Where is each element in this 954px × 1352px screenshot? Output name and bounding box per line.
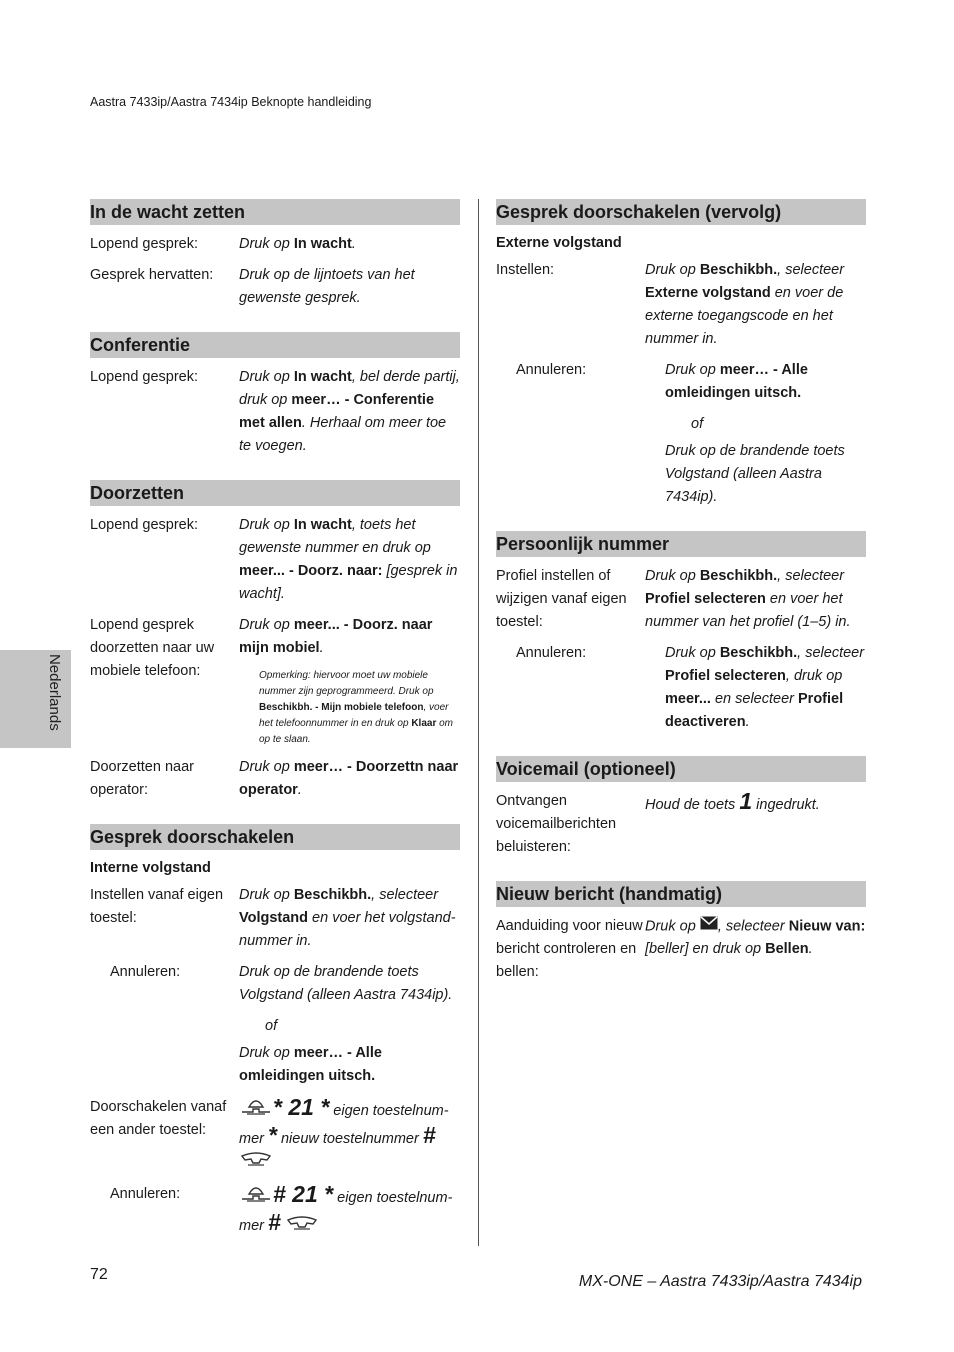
row	[90, 366, 460, 458]
column-divider	[478, 199, 479, 1246]
row-label: Instellen:	[496, 262, 555, 278]
or-text: of	[691, 416, 704, 432]
section-nieuw-bericht	[496, 881, 866, 984]
row-label: Annuleren:	[110, 964, 181, 980]
row-action: Druk op In wacht, toets het gewenste nummer en druk op meer... - Doorz. naar: [gesprek in wacht].	[239, 517, 458, 602]
note: Opmerking: hiervoor moet uw mobiele nummer zijn geprogrammeerd. Druk op Beschikbh. - Mijn mobiele telefoon, voer het telefoonnummer in en druk op Klaar om op te slaan.	[259, 670, 454, 745]
row	[496, 259, 866, 351]
side-tab-label: Nederlands	[46, 654, 63, 731]
row-action: Druk op meer... - Doorz. naar mijn mobiel. Opmerking: hiervoor moet uw mobiele nummer zijn geprogrammeerd. Druk op Beschikbh. - Mijn mobiele telefoon, voer het telefoonnummer in en druk op Klaar om op te slaan.	[239, 614, 460, 748]
row	[90, 756, 460, 802]
row-action: Druk op In wacht.	[239, 236, 356, 252]
row-label: Lopend gesprek:	[90, 236, 199, 252]
row-label: Gesprek hervatten:	[90, 267, 214, 283]
row-action: Druk op Beschikbh., selecteer Profiel selecteren en voer het nummer van het profiel (1–5) in.	[645, 568, 851, 630]
handset-onhook-icon	[239, 1151, 273, 1175]
envelope-icon	[700, 915, 718, 938]
row	[496, 790, 866, 859]
row	[496, 642, 866, 734]
row-label: Annuleren:	[516, 645, 587, 661]
row-action: Druk op , selecteer Nieuw van: [beller] en druk op Bellen.	[645, 915, 866, 984]
running-header: Aastra 7433ip/Aastra 7434ip Beknopte handleiding	[90, 95, 372, 109]
section-persoonlijk-nummer	[496, 531, 866, 734]
section-title: Voicemail (optioneel)	[496, 756, 866, 782]
row-label: Doorzetten naar operator:	[90, 759, 194, 798]
row-action: Druk op meer… - Alle omleidingen uitsch. of Druk op de brandende toets Volgstand (alleen Aastra 7434ip).	[665, 359, 866, 509]
row-action: Houd de toets 1 ingedrukt.	[645, 788, 820, 814]
section-title: Conferentie	[90, 332, 460, 358]
row-action: # 21 * eigen toestelnum-mer #	[239, 1183, 460, 1238]
left-column	[90, 199, 460, 1261]
section-in-wacht	[90, 199, 460, 310]
row	[90, 264, 460, 310]
section-title: Doorzetten	[90, 480, 460, 506]
row	[496, 915, 866, 984]
row-action: Druk op Beschikbh., selecteer Volgstand en voer het volgstand-nummer in.	[239, 887, 456, 949]
footer-title: MX-ONE – Aastra 7433ip/Aastra 7434ip	[578, 1273, 862, 1290]
section-title: Nieuw bericht (handmatig)	[496, 881, 866, 907]
section-doorzetten	[90, 480, 460, 802]
row	[90, 1183, 460, 1238]
row	[90, 884, 460, 953]
section-title: Gesprek doorschakelen	[90, 824, 460, 850]
handset-offhook-icon	[239, 1098, 273, 1124]
section-title: Persoonlijk nummer	[496, 531, 866, 557]
row	[90, 233, 460, 256]
row	[90, 514, 460, 606]
or-text: of	[265, 1018, 278, 1034]
row-action: Druk op Beschikbh., selecteer Profiel selecteren, druk op meer... en selecteer Profiel deactiveren.	[665, 645, 865, 730]
section-conferentie	[90, 332, 460, 458]
row-label: Lopend gesprek doorzetten naar uw mobiele telefoon:	[90, 617, 215, 679]
section-title: Gesprek doorschakelen (vervolg)	[496, 199, 866, 225]
section-voicemail	[496, 756, 866, 859]
row-label: Aanduiding voor nieuw bericht controleren en bellen:	[496, 918, 643, 980]
row-label: Lopend gesprek:	[90, 369, 199, 385]
section-gesprek-doorschakelen-vervolg	[496, 199, 866, 509]
row-action: Druk op de brandende toets Volgstand (alleen Aastra 7434ip). of Druk op meer… - Alle omleidingen uitsch.	[239, 961, 460, 1088]
row	[90, 614, 460, 748]
row-action: Druk op In wacht, bel derde partij, druk op meer… - Conferentie met allen. Herhaal om meer toe te voegen.	[239, 369, 460, 454]
subheading: Externe volgstand	[496, 235, 622, 251]
row-label: Lopend gesprek:	[90, 517, 199, 533]
language-side-tab	[0, 650, 71, 748]
page-number: 72	[90, 1266, 108, 1283]
row-action: Druk op meer… - Doorzettn naar operator.	[239, 759, 459, 798]
row-action: * 21 * eigen toestelnum-mer * nieuw toestelnummer #	[239, 1096, 460, 1175]
row-label: Annuleren:	[516, 362, 587, 378]
section-gesprek-doorschakelen	[90, 824, 460, 1239]
row	[90, 961, 460, 1088]
right-column	[496, 199, 866, 1006]
section-title: In de wacht zetten	[90, 199, 460, 225]
row-label: Profiel instellen of wijzigen vanaf eigen toestel:	[496, 568, 627, 630]
handset-onhook-icon	[285, 1215, 319, 1239]
row	[496, 565, 866, 634]
handset-offhook-icon	[239, 1185, 273, 1211]
row-label: Ontvangen voicemailberichten beluisteren:	[496, 793, 617, 855]
row-label: Annuleren:	[110, 1186, 181, 1203]
subheading: Interne volgstand	[90, 860, 211, 876]
row-label: Doorschakelen vanaf een ander toestel:	[90, 1099, 227, 1138]
row	[496, 359, 866, 509]
row-label: Instellen vanaf eigen toestel:	[90, 887, 224, 926]
row-action: Druk op de lijntoets van het gewenste gesprek.	[239, 267, 415, 306]
row-action: Druk op Beschikbh., selecteer Externe volgstand en voer de externe toegangscode en het nummer in.	[645, 262, 845, 347]
row	[90, 1096, 460, 1175]
